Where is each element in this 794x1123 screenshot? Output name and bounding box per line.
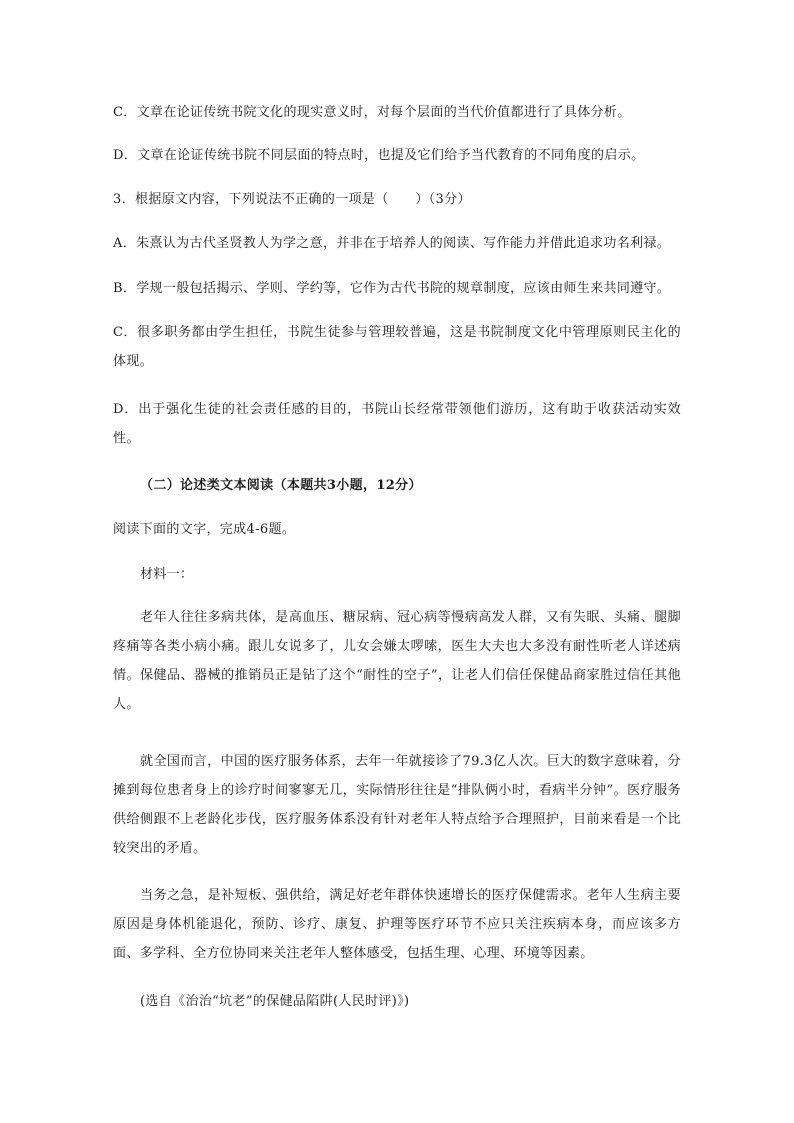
q2-option-d: D．文章在论证传统书院不同层面的特点时，也提及它们给予当代教育的不同角度的启示。	[113, 148, 645, 163]
q3-option-c: C．很多职务都由学生担任，书院生徒参与管理较普遍，这是书院制度文化中管理原则民主化的体现。	[113, 325, 681, 369]
material-paragraph-3: 当务之急，是补短板、强供给，满足好老年群体快速增长的医疗保健需求。老年人生病主要原因是身体机能退化，预防、诊疗、康复、护理等医疗环节不应只关注疾病本身，而应该多方面、多学科、全方位协同来关注老年人整体感受，包括生理、心理、环境等因素。	[113, 888, 681, 961]
q3-option-a: A．朱熹认为古代圣贤教人为学之意，并非在于培养人的阅读、写作能力并借此追求功名利禄。	[113, 236, 671, 251]
material-paragraph-1: 老年人往往多病共体，是高血压、糖尿病、冠心病等慢病高发人群，又有失眠、头痛、腿脚疼痛等各类小病小痛。跟儿女说多了，儿女会嫌太啰嗦，医生大夫也大多没有耐性听老人详述病情。保健品、器械的推销员正是钻了这个“耐性的空子”，让老人们信任保健品商家胜过信任其他人。	[113, 610, 681, 712]
reading-instruction: 阅读下面的文字，完成4-6题。	[113, 522, 296, 537]
q3-option-d: D．出于强化生徒的社会责任感的目的，书院山长经常带领他们游历，这有助于收获活动实效性。	[113, 402, 681, 446]
material-label: 材料一：	[140, 567, 194, 582]
section-heading: （二）论述类文本阅读（本题共3小题，12分）	[140, 478, 422, 493]
q3-option-b: B．学规一般包括揭示、学则、学约等，它作为古代书院的规章制度，应该由师生来共同遵守。	[113, 281, 671, 296]
q3-stem: 3．根据原文内容，下列说法不正确的一项是（ ）（3分）	[113, 192, 471, 207]
q2-option-c: C．文章在论证传统书院文化的现实意义时，对每个层面的当代价值都进行了具体分析。	[113, 105, 631, 120]
material-source: (选自《治治“坑老”的保健品陷阱(人民时评)》)	[140, 994, 410, 1009]
material-paragraph-2: 就全国而言，中国的医疗服务体系，去年一年就接诊了79.3亿人次。巨大的数字意味着，分摊到每位患者身上的诊疗时间寥寥无几，实际情形往往是“排队俩小时，看病半分钟”。医疗服务供给侧跟不上老龄化步伐，医疗服务体系没有针对老年人特点给予合理照护，目前来看是一个比较突出的矛盾。	[113, 754, 681, 856]
